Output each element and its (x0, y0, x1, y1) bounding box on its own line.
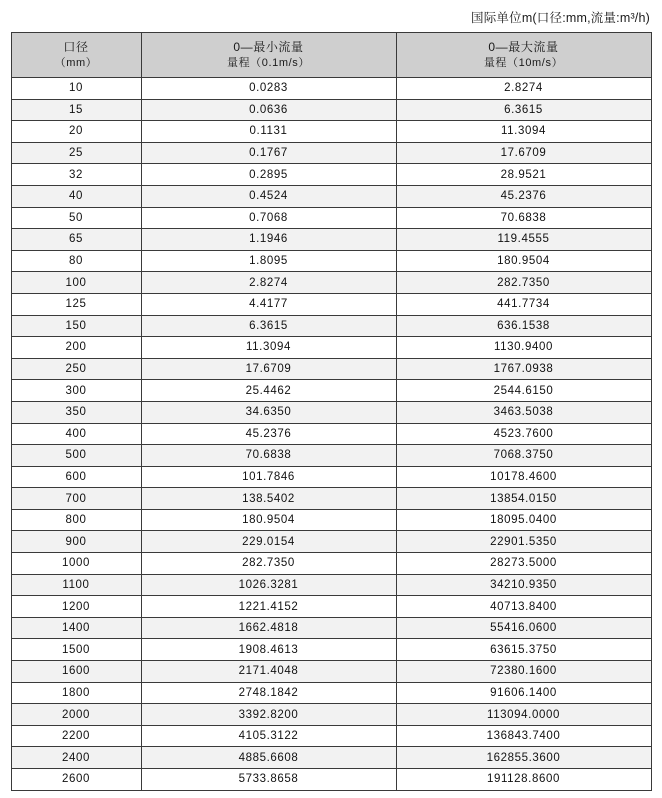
cell-min-flow: 0.1767 (141, 142, 396, 164)
column-header-max-flow-line1: 0—最大流量 (488, 40, 559, 55)
cell-diameter: 500 (11, 445, 141, 467)
cell-min-flow: 101.7846 (141, 466, 396, 488)
cell-diameter: 40 (11, 185, 141, 207)
cell-max-flow: 45.2376 (396, 185, 651, 207)
column-header-min-flow (141, 33, 396, 78)
cell-min-flow: 11.3094 (141, 337, 396, 359)
cell-max-flow: 2.8274 (396, 78, 651, 100)
cell-min-flow: 1026.3281 (141, 574, 396, 596)
cell-diameter: 1500 (11, 639, 141, 661)
cell-max-flow: 6.3615 (396, 99, 651, 121)
cell-max-flow: 18095.0400 (396, 509, 651, 531)
cell-max-flow: 55416.0600 (396, 617, 651, 639)
table-row (11, 121, 651, 143)
cell-min-flow: 2.8274 (141, 272, 396, 294)
column-header-min-flow-line2: 量程（0.1m/s） (226, 56, 310, 69)
cell-diameter: 15 (11, 99, 141, 121)
cell-max-flow: 4523.7600 (396, 423, 651, 445)
table-row (11, 617, 651, 639)
cell-min-flow: 4.4177 (141, 293, 396, 315)
cell-diameter: 65 (11, 229, 141, 251)
cell-max-flow: 40713.8400 (396, 596, 651, 618)
table-row (11, 574, 651, 596)
table-row (11, 78, 651, 100)
cell-max-flow: 162855.3600 (396, 747, 651, 769)
table-row (11, 553, 651, 575)
cell-min-flow: 138.5402 (141, 488, 396, 510)
table-row (11, 445, 651, 467)
table-row (11, 531, 651, 553)
column-header-max-flow-line2: 量程（10m/s） (483, 56, 564, 69)
table-row (11, 704, 651, 726)
cell-diameter: 80 (11, 250, 141, 272)
cell-diameter: 125 (11, 293, 141, 315)
column-header-max-flow (396, 33, 651, 78)
table-row (11, 509, 651, 531)
cell-max-flow: 180.9504 (396, 250, 651, 272)
cell-max-flow: 28273.5000 (396, 553, 651, 575)
cell-diameter: 200 (11, 337, 141, 359)
cell-diameter: 300 (11, 380, 141, 402)
table-row (11, 682, 651, 704)
cell-max-flow: 7068.3750 (396, 445, 651, 467)
cell-min-flow: 34.6350 (141, 401, 396, 423)
flow-range-table (11, 32, 652, 791)
cell-min-flow: 1.1946 (141, 229, 396, 251)
cell-max-flow: 70.6838 (396, 207, 651, 229)
cell-min-flow: 0.2895 (141, 164, 396, 186)
cell-max-flow: 13854.0150 (396, 488, 651, 510)
cell-diameter: 250 (11, 358, 141, 380)
cell-max-flow: 282.7350 (396, 272, 651, 294)
table-header-row (11, 33, 651, 78)
cell-max-flow: 72380.1600 (396, 661, 651, 683)
table-row (11, 99, 651, 121)
table-row (11, 769, 651, 791)
cell-diameter: 32 (11, 164, 141, 186)
cell-diameter: 2000 (11, 704, 141, 726)
table-row (11, 207, 651, 229)
cell-diameter: 1800 (11, 682, 141, 704)
table-row (11, 250, 651, 272)
cell-min-flow: 0.7068 (141, 207, 396, 229)
cell-max-flow: 34210.9350 (396, 574, 651, 596)
table-row (11, 358, 651, 380)
table-row (11, 401, 651, 423)
cell-min-flow: 0.0283 (141, 78, 396, 100)
column-header-diameter-line2: （mm） (54, 56, 98, 69)
cell-max-flow: 11.3094 (396, 121, 651, 143)
cell-diameter: 1000 (11, 553, 141, 575)
cell-diameter: 400 (11, 423, 141, 445)
cell-diameter: 50 (11, 207, 141, 229)
table-row (11, 380, 651, 402)
cell-min-flow: 17.6709 (141, 358, 396, 380)
cell-diameter: 600 (11, 466, 141, 488)
cell-min-flow: 1221.4152 (141, 596, 396, 618)
cell-max-flow: 119.4555 (396, 229, 651, 251)
cell-max-flow: 22901.5350 (396, 531, 651, 553)
cell-min-flow: 2748.1842 (141, 682, 396, 704)
cell-diameter: 900 (11, 531, 141, 553)
cell-diameter: 150 (11, 315, 141, 337)
cell-diameter: 20 (11, 121, 141, 143)
cell-min-flow: 1662.4818 (141, 617, 396, 639)
cell-max-flow: 1130.9400 (396, 337, 651, 359)
cell-max-flow: 136843.7400 (396, 725, 651, 747)
table-row (11, 185, 651, 207)
table-row (11, 596, 651, 618)
cell-diameter: 1400 (11, 617, 141, 639)
units-caption: 国际单位m(口径:mm,流量:m³/h) (471, 11, 650, 25)
table-row (11, 423, 651, 445)
cell-diameter: 2400 (11, 747, 141, 769)
table-row (11, 639, 651, 661)
cell-max-flow: 3463.5038 (396, 401, 651, 423)
cell-diameter: 2200 (11, 725, 141, 747)
cell-min-flow: 229.0154 (141, 531, 396, 553)
cell-diameter: 10 (11, 78, 141, 100)
cell-min-flow: 45.2376 (141, 423, 396, 445)
cell-min-flow: 6.3615 (141, 315, 396, 337)
cell-diameter: 350 (11, 401, 141, 423)
table-row (11, 142, 651, 164)
cell-max-flow: 10178.4600 (396, 466, 651, 488)
cell-min-flow: 3392.8200 (141, 704, 396, 726)
cell-max-flow: 17.6709 (396, 142, 651, 164)
cell-max-flow: 113094.0000 (396, 704, 651, 726)
cell-min-flow: 2171.4048 (141, 661, 396, 683)
table-row (11, 315, 651, 337)
cell-min-flow: 70.6838 (141, 445, 396, 467)
cell-max-flow: 63615.3750 (396, 639, 651, 661)
cell-diameter: 1600 (11, 661, 141, 683)
table-row (11, 488, 651, 510)
table-row (11, 466, 651, 488)
cell-max-flow: 2544.6150 (396, 380, 651, 402)
cell-diameter: 25 (11, 142, 141, 164)
table-row (11, 661, 651, 683)
table-row (11, 164, 651, 186)
cell-diameter: 1200 (11, 596, 141, 618)
column-header-diameter (11, 33, 141, 78)
cell-diameter: 1100 (11, 574, 141, 596)
column-header-min-flow-line1: 0—最小流量 (233, 40, 304, 55)
cell-min-flow: 4885.6608 (141, 747, 396, 769)
cell-diameter: 700 (11, 488, 141, 510)
cell-min-flow: 0.1131 (141, 121, 396, 143)
cell-min-flow: 1.8095 (141, 250, 396, 272)
table-body (11, 78, 651, 791)
cell-diameter: 800 (11, 509, 141, 531)
cell-max-flow: 28.9521 (396, 164, 651, 186)
table-row (11, 747, 651, 769)
cell-diameter: 2600 (11, 769, 141, 791)
cell-min-flow: 5733.8658 (141, 769, 396, 791)
cell-min-flow: 0.4524 (141, 185, 396, 207)
cell-min-flow: 0.0636 (141, 99, 396, 121)
cell-min-flow: 4105.3122 (141, 725, 396, 747)
cell-min-flow: 25.4462 (141, 380, 396, 402)
cell-min-flow: 180.9504 (141, 509, 396, 531)
cell-max-flow: 441.7734 (396, 293, 651, 315)
table-row (11, 337, 651, 359)
cell-max-flow: 636.1538 (396, 315, 651, 337)
cell-min-flow: 1908.4613 (141, 639, 396, 661)
table-row (11, 293, 651, 315)
cell-max-flow: 91606.1400 (396, 682, 651, 704)
table-row (11, 272, 651, 294)
table-header (11, 33, 651, 78)
cell-max-flow: 191128.8600 (396, 769, 651, 791)
table-row (11, 725, 651, 747)
table-row (11, 229, 651, 251)
cell-max-flow: 1767.0938 (396, 358, 651, 380)
column-header-diameter-line1: 口径 (63, 40, 89, 55)
cell-diameter: 100 (11, 272, 141, 294)
cell-min-flow: 282.7350 (141, 553, 396, 575)
